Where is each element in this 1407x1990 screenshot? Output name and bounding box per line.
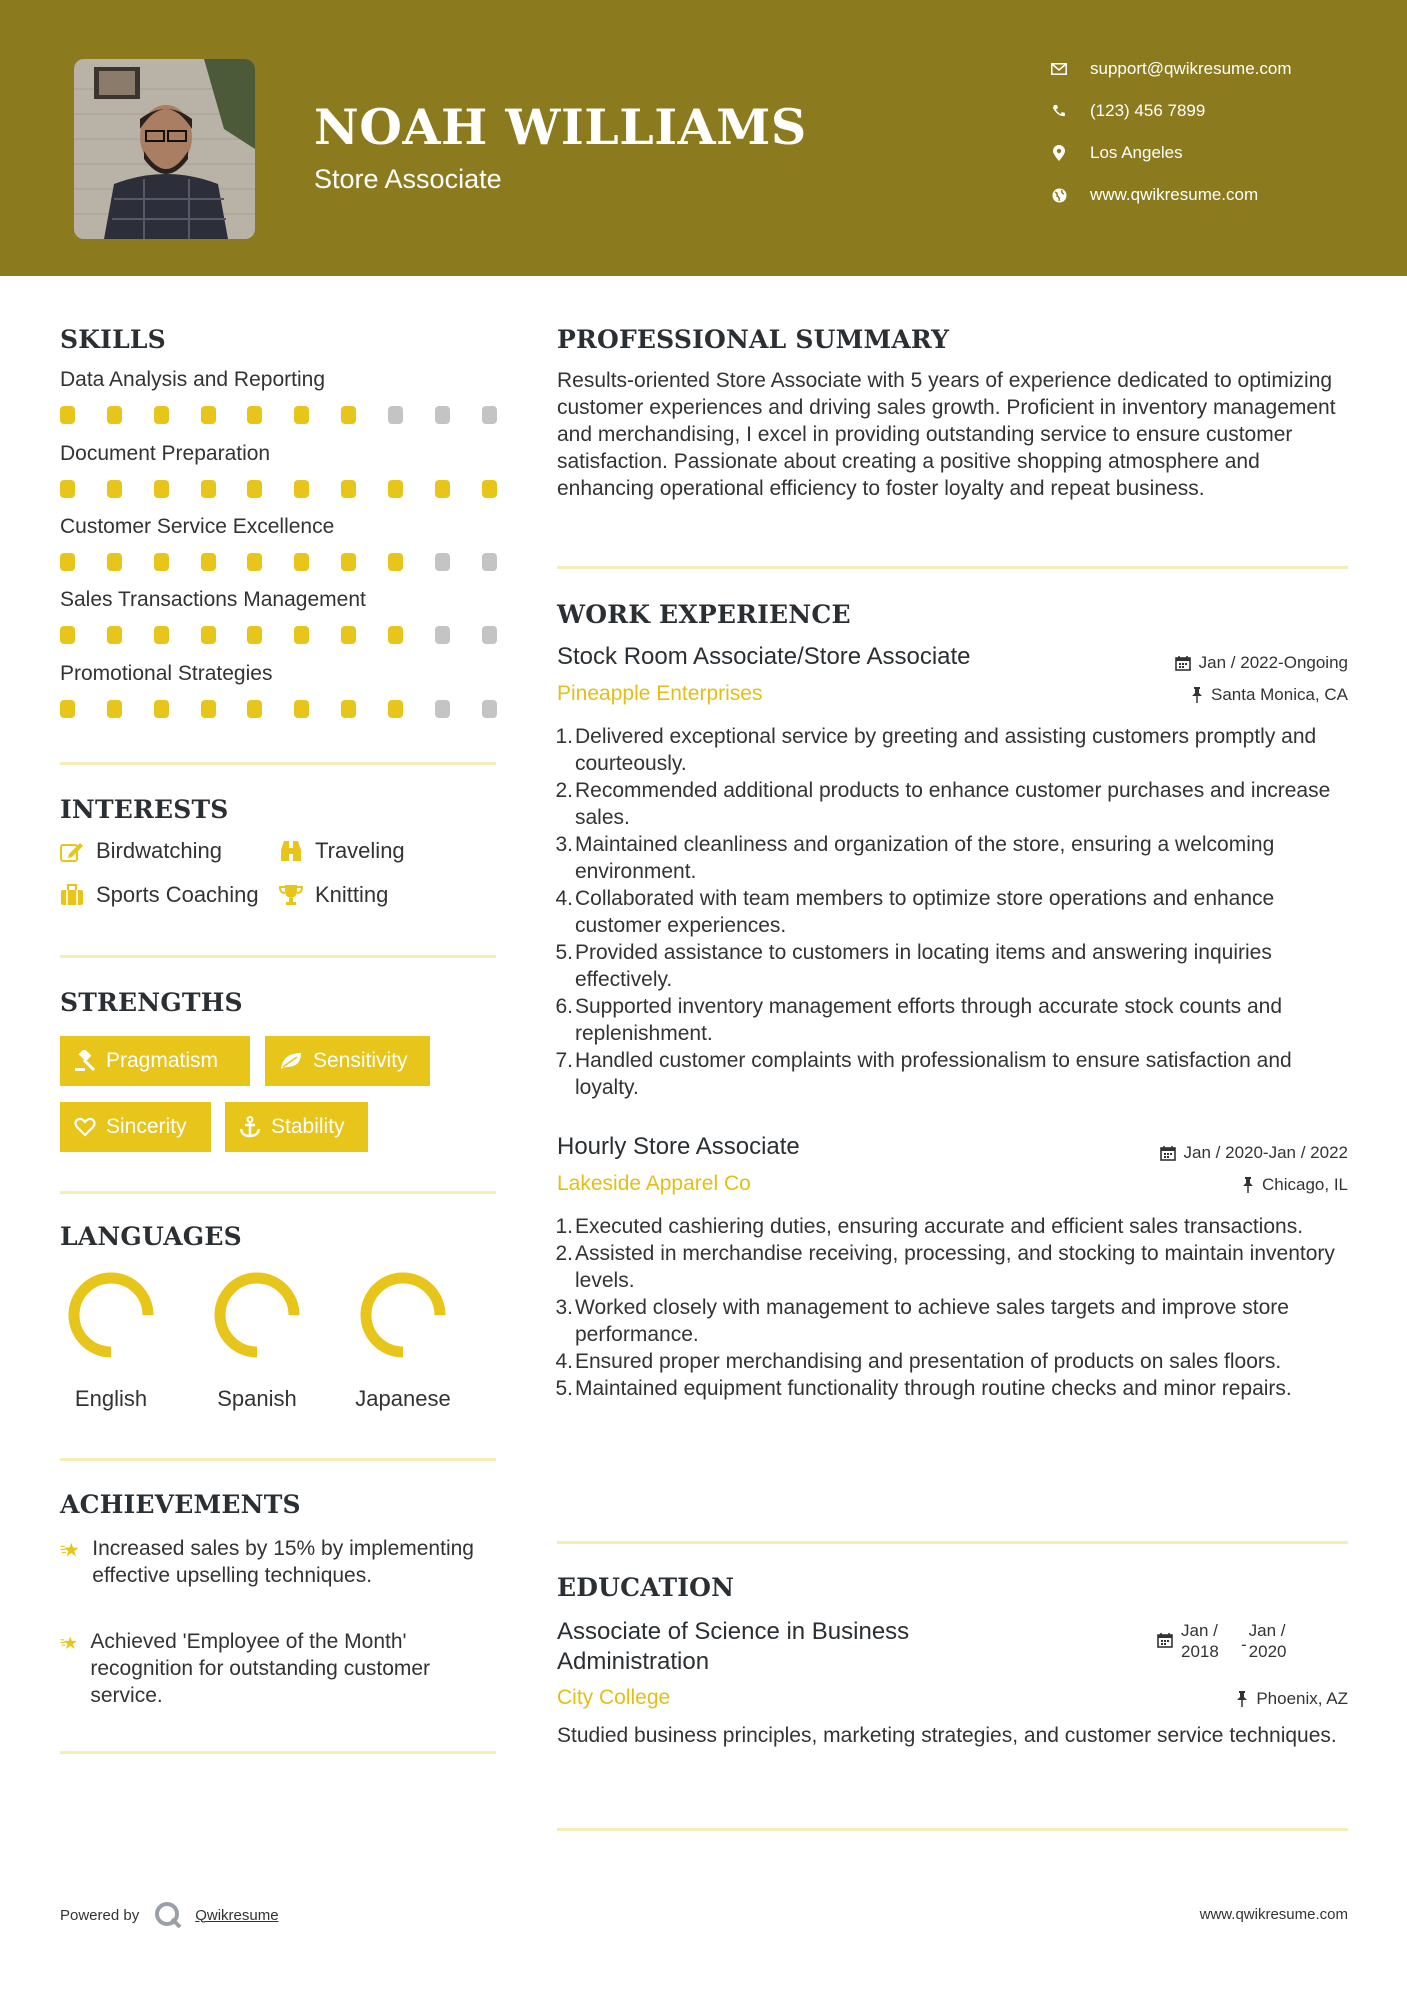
rating-dot-filled [107,406,122,424]
education-dates [1157,1620,1295,1662]
interest-item [60,882,259,908]
education-description: Studied business principles, marketing strategies, and customer service techniques. [557,1724,1337,1747]
achievement-text: Achieved 'Employee of the Month' recognition for outstanding customer service. [90,1630,431,1707]
rating-dot-filled [482,480,497,498]
rating-dot-filled [107,626,122,644]
job-bullet [557,1348,1357,1375]
bullet-number: 2. [555,1242,573,1265]
job-dates-text: Jan / 2020-Jan / 2022 [1183,1143,1348,1162]
job-bullet [557,1213,1357,1240]
rating-dot-filled [201,480,216,498]
skill-rating [60,553,500,571]
job-dates [1160,1143,1348,1163]
skill-rating [60,626,500,644]
strength-label: Sensitivity [313,1049,408,1072]
rating-dot-filled [60,626,75,644]
bullet-number: 1. [555,1215,573,1238]
education-heading: EDUCATION [557,1573,735,1602]
rating-dot-filled [201,626,216,644]
rating-dot-filled [60,700,75,718]
rating-dot-filled [294,553,309,571]
job-bullet [557,885,1357,939]
rating-dot-empty [435,553,450,571]
resume-header [0,0,1407,276]
contact-phone[interactable] [1050,99,1350,123]
contact-email[interactable] [1050,57,1350,81]
education-location-text: Phoenix, AZ [1256,1689,1348,1708]
bullet-number: 4. [555,887,573,910]
contact-phone-text: (123) 456 7899 [1090,101,1206,120]
job-dates-text: Jan / 2022-Ongoing [1198,653,1348,672]
rating-dot-filled [107,553,122,571]
rating-dot-filled [294,480,309,498]
rating-dot-empty [482,626,497,644]
rating-dot-filled [388,480,403,498]
rating-dot-empty [435,626,450,644]
job-location-text: Santa Monica, CA [1210,685,1348,704]
education-start: Jan / 2018 [1181,1621,1219,1661]
job-bullet-text: Maintained cleanliness and organization of the store, ensuring a welcoming environment. [575,833,1275,883]
job-bullet [557,993,1357,1047]
interest-item [279,882,388,908]
education-school: City College [557,1686,671,1709]
skill-rating [60,480,500,498]
rating-dot-empty [435,700,450,718]
contact-email-text: support@qwikresume.com [1090,59,1292,78]
contact-website[interactable] [1050,183,1350,207]
bullet-number: 5. [555,941,573,964]
rating-dot-filled [341,553,356,571]
trophy-icon [279,884,303,906]
language-ring [358,1270,448,1360]
map-pin-icon [1050,144,1068,162]
skill-label: Promotional Strategies [60,662,273,685]
skill-rating [60,700,500,718]
job-bullet [557,723,1357,777]
rating-dot-filled [341,406,356,424]
job-bullet [557,1375,1357,1402]
language-label: Spanish [217,1386,297,1411]
job-bullet-text: Delivered exceptional service by greeting and assisting customers promptly and courteously. [575,725,1317,775]
skill-label: Data Analysis and Reporting [60,368,325,391]
achievement-item [60,1628,490,1709]
job-dates [1175,653,1348,673]
divider [557,1541,1348,1544]
strength-tag [60,1036,250,1086]
bullet-number: 2. [555,779,573,802]
job-bullet-text: Assisted in merchandise receiving, processing, and stocking to maintain inventory levels. [575,1242,1335,1292]
rating-dot-filled [107,480,122,498]
pushpin-icon [1236,1691,1248,1707]
skills-heading: SKILLS [60,325,166,354]
interest-label: Traveling [315,838,405,863]
strengths-heading: STRENGTHS [60,988,243,1017]
leaf-icon [279,1051,303,1071]
job-bullet-text: Executed cashiering duties, ensuring accurate and efficient sales transactions. [575,1215,1304,1238]
skill-label: Sales Transactions Management [60,588,366,611]
interest-label: Birdwatching [96,838,222,863]
calendar-icon [1160,1145,1176,1161]
rating-dot-empty [482,406,497,424]
rating-dot-empty [435,406,450,424]
rating-dot-filled [154,626,169,644]
job-location-text: Chicago, IL [1262,1175,1348,1194]
job-bullet [557,1240,1357,1294]
education-degree: Associate of Science in Business Administration [557,1618,910,1675]
interest-item [60,838,222,864]
footer-powered-by [60,1900,279,1930]
qwikresume-link[interactable]: Qwikresume [195,1906,279,1924]
globe-icon [1050,186,1068,204]
profile-photo [74,59,255,239]
divider [557,1828,1348,1831]
job-bullets [557,1213,1357,1402]
divider [60,1191,496,1194]
interest-label: Sports Coaching [96,882,259,907]
candidate-role: Store Associate [314,164,502,194]
contact-website-text: www.qwikresume.com [1090,185,1259,204]
skill-label: Customer Service Excellence [60,515,335,538]
bullet-number: 4. [555,1350,573,1373]
pushpin-icon [1191,687,1203,703]
rating-dot-filled [107,700,122,718]
contact-location [1050,141,1350,165]
rating-dot-filled [201,406,216,424]
job-company: Pineapple Enterprises [557,682,763,705]
bullet-number: 3. [555,1296,573,1319]
rating-dot-filled [154,553,169,571]
rating-dot-filled [341,480,356,498]
strength-tag [60,1102,211,1152]
rating-dot-empty [482,700,497,718]
summary-text: Results-oriented Store Associate with 5 years of experience dedicated to optimizing customer experiences and driving sales growth. Proficient in inventory management and merchandising, I excel in providing outstanding service to ensure customer satisfaction. Passionate about creating a positive shopping atmosphere and enhancing operational efficiency to foster loyalty and repeat business. [557,369,1336,500]
job-bullets [557,723,1357,1101]
job-bullet-text: Recommended additional products to enhance customer purchases and increase sales. [575,779,1331,829]
bullet-number: 6. [555,995,573,1018]
achievement-text: Increased sales by 15% by implementing effective upselling techniques. [92,1537,474,1587]
binoculars-icon [279,840,303,862]
anchor-icon [239,1116,261,1138]
rating-dot-filled [60,553,75,571]
pencil-square-icon [60,840,84,862]
rating-dot-filled [388,700,403,718]
envelope-icon [1050,60,1068,78]
rating-dot-filled [154,406,169,424]
strength-label: Stability [271,1115,345,1138]
divider [557,566,1348,569]
qwikresume-logo-icon [153,1900,183,1930]
rating-dot-filled [247,553,262,571]
strength-label: Pragmatism [106,1049,219,1072]
job-title: Stock Room Associate/Store Associate [557,643,971,670]
rating-dot-filled [435,480,450,498]
interests-heading: INTERESTS [60,795,229,824]
job-bullet-text: Supported inventory management efforts through accurate stock counts and replenishment. [575,995,1283,1045]
rating-dot-empty [482,553,497,571]
summary-heading: PROFESSIONAL SUMMARY [557,325,950,354]
rating-dot-filled [341,700,356,718]
rating-dot-filled [294,700,309,718]
divider [60,955,496,958]
contact-location-text: Los Angeles [1090,143,1183,162]
rating-dot-filled [388,626,403,644]
language-ring [66,1270,156,1360]
education-location [1236,1689,1348,1709]
rating-dot-filled [60,480,75,498]
language-label: English [74,1386,148,1411]
rating-dot-filled [294,406,309,424]
achievements-heading: ACHIEVEMENTS [60,1490,301,1519]
rating-dot-filled [247,480,262,498]
job-bullet-text: Maintained equipment functionality through routine checks and minor repairs. [575,1377,1292,1400]
language-proficiency-arc [366,1278,440,1352]
job-location [1191,685,1348,705]
language-proficiency-arc [220,1278,294,1352]
rating-dot-filled [154,480,169,498]
job-bullet [557,939,1357,993]
rating-dot-filled [247,700,262,718]
powered-by-text: Powered by [60,1906,140,1924]
job-bullet [557,777,1357,831]
languages-heading: LANGUAGES [60,1222,242,1251]
education-end: Jan / 2020 [1248,1621,1287,1661]
divider [60,762,496,765]
job-bullet [557,1047,1357,1101]
job-bullet-text: Handled customer complaints with professionalism to ensure satisfaction and loyalty. [575,1049,1292,1099]
divider [60,1458,496,1461]
job-bullet-text: Worked closely with management to achieve sales targets and improve store performance. [575,1296,1289,1346]
strength-label: Sincerity [106,1115,187,1138]
divider [60,1751,496,1754]
gavel-icon [74,1050,96,1072]
rating-dot-filled [247,406,262,424]
star-icon [60,1628,78,1658]
rating-dot-filled [201,553,216,571]
calendar-icon [1175,655,1191,671]
star-icon [60,1535,80,1565]
briefcase-icon [60,884,84,906]
achievement-item [60,1535,490,1589]
job-bullet-text: Collaborated with team members to optimize store operations and enhance customer experiences. [575,887,1275,937]
interest-item [279,838,405,864]
phone-icon [1050,102,1068,120]
bullet-number: 5. [555,1377,573,1400]
language-proficiency-arc [74,1278,148,1352]
job-title: Hourly Store Associate [557,1133,800,1160]
bullet-number: 7. [555,1049,573,1072]
interest-label: Knitting [315,882,389,907]
heart-icon [74,1117,96,1137]
calendar-icon [1157,1632,1173,1648]
rating-dot-empty [388,406,403,424]
date-separator: - [1241,1635,1247,1654]
job-bullet-text: Ensured proper merchandising and presentation of products on sales floors. [575,1350,1282,1373]
footer-url[interactable]: www.qwikresume.com [1199,1906,1348,1923]
job-bullet-text: Provided assistance to customers in locating items and answering inquiries effectively. [575,941,1272,991]
rating-dot-filled [247,626,262,644]
rating-dot-filled [341,626,356,644]
rating-dot-filled [294,626,309,644]
language-label: Japanese [355,1386,451,1411]
bullet-number: 1. [555,725,573,748]
pushpin-icon [1242,1177,1254,1193]
candidate-name: NOAH WILLIAMS [314,98,807,156]
experience-heading: WORK EXPERIENCE [557,600,851,629]
rating-dot-filled [60,406,75,424]
rating-dot-filled [388,553,403,571]
strength-tag [225,1102,368,1152]
bullet-number: 3. [555,833,573,856]
language-ring [212,1270,302,1360]
job-company: Lakeside Apparel Co [557,1172,751,1195]
job-location [1242,1175,1348,1195]
skill-label: Document Preparation [60,442,271,465]
job-bullet [557,1294,1357,1348]
rating-dot-filled [154,700,169,718]
job-bullet [557,831,1357,885]
rating-dot-filled [201,700,216,718]
skill-rating [60,406,500,424]
strength-tag [265,1036,430,1086]
